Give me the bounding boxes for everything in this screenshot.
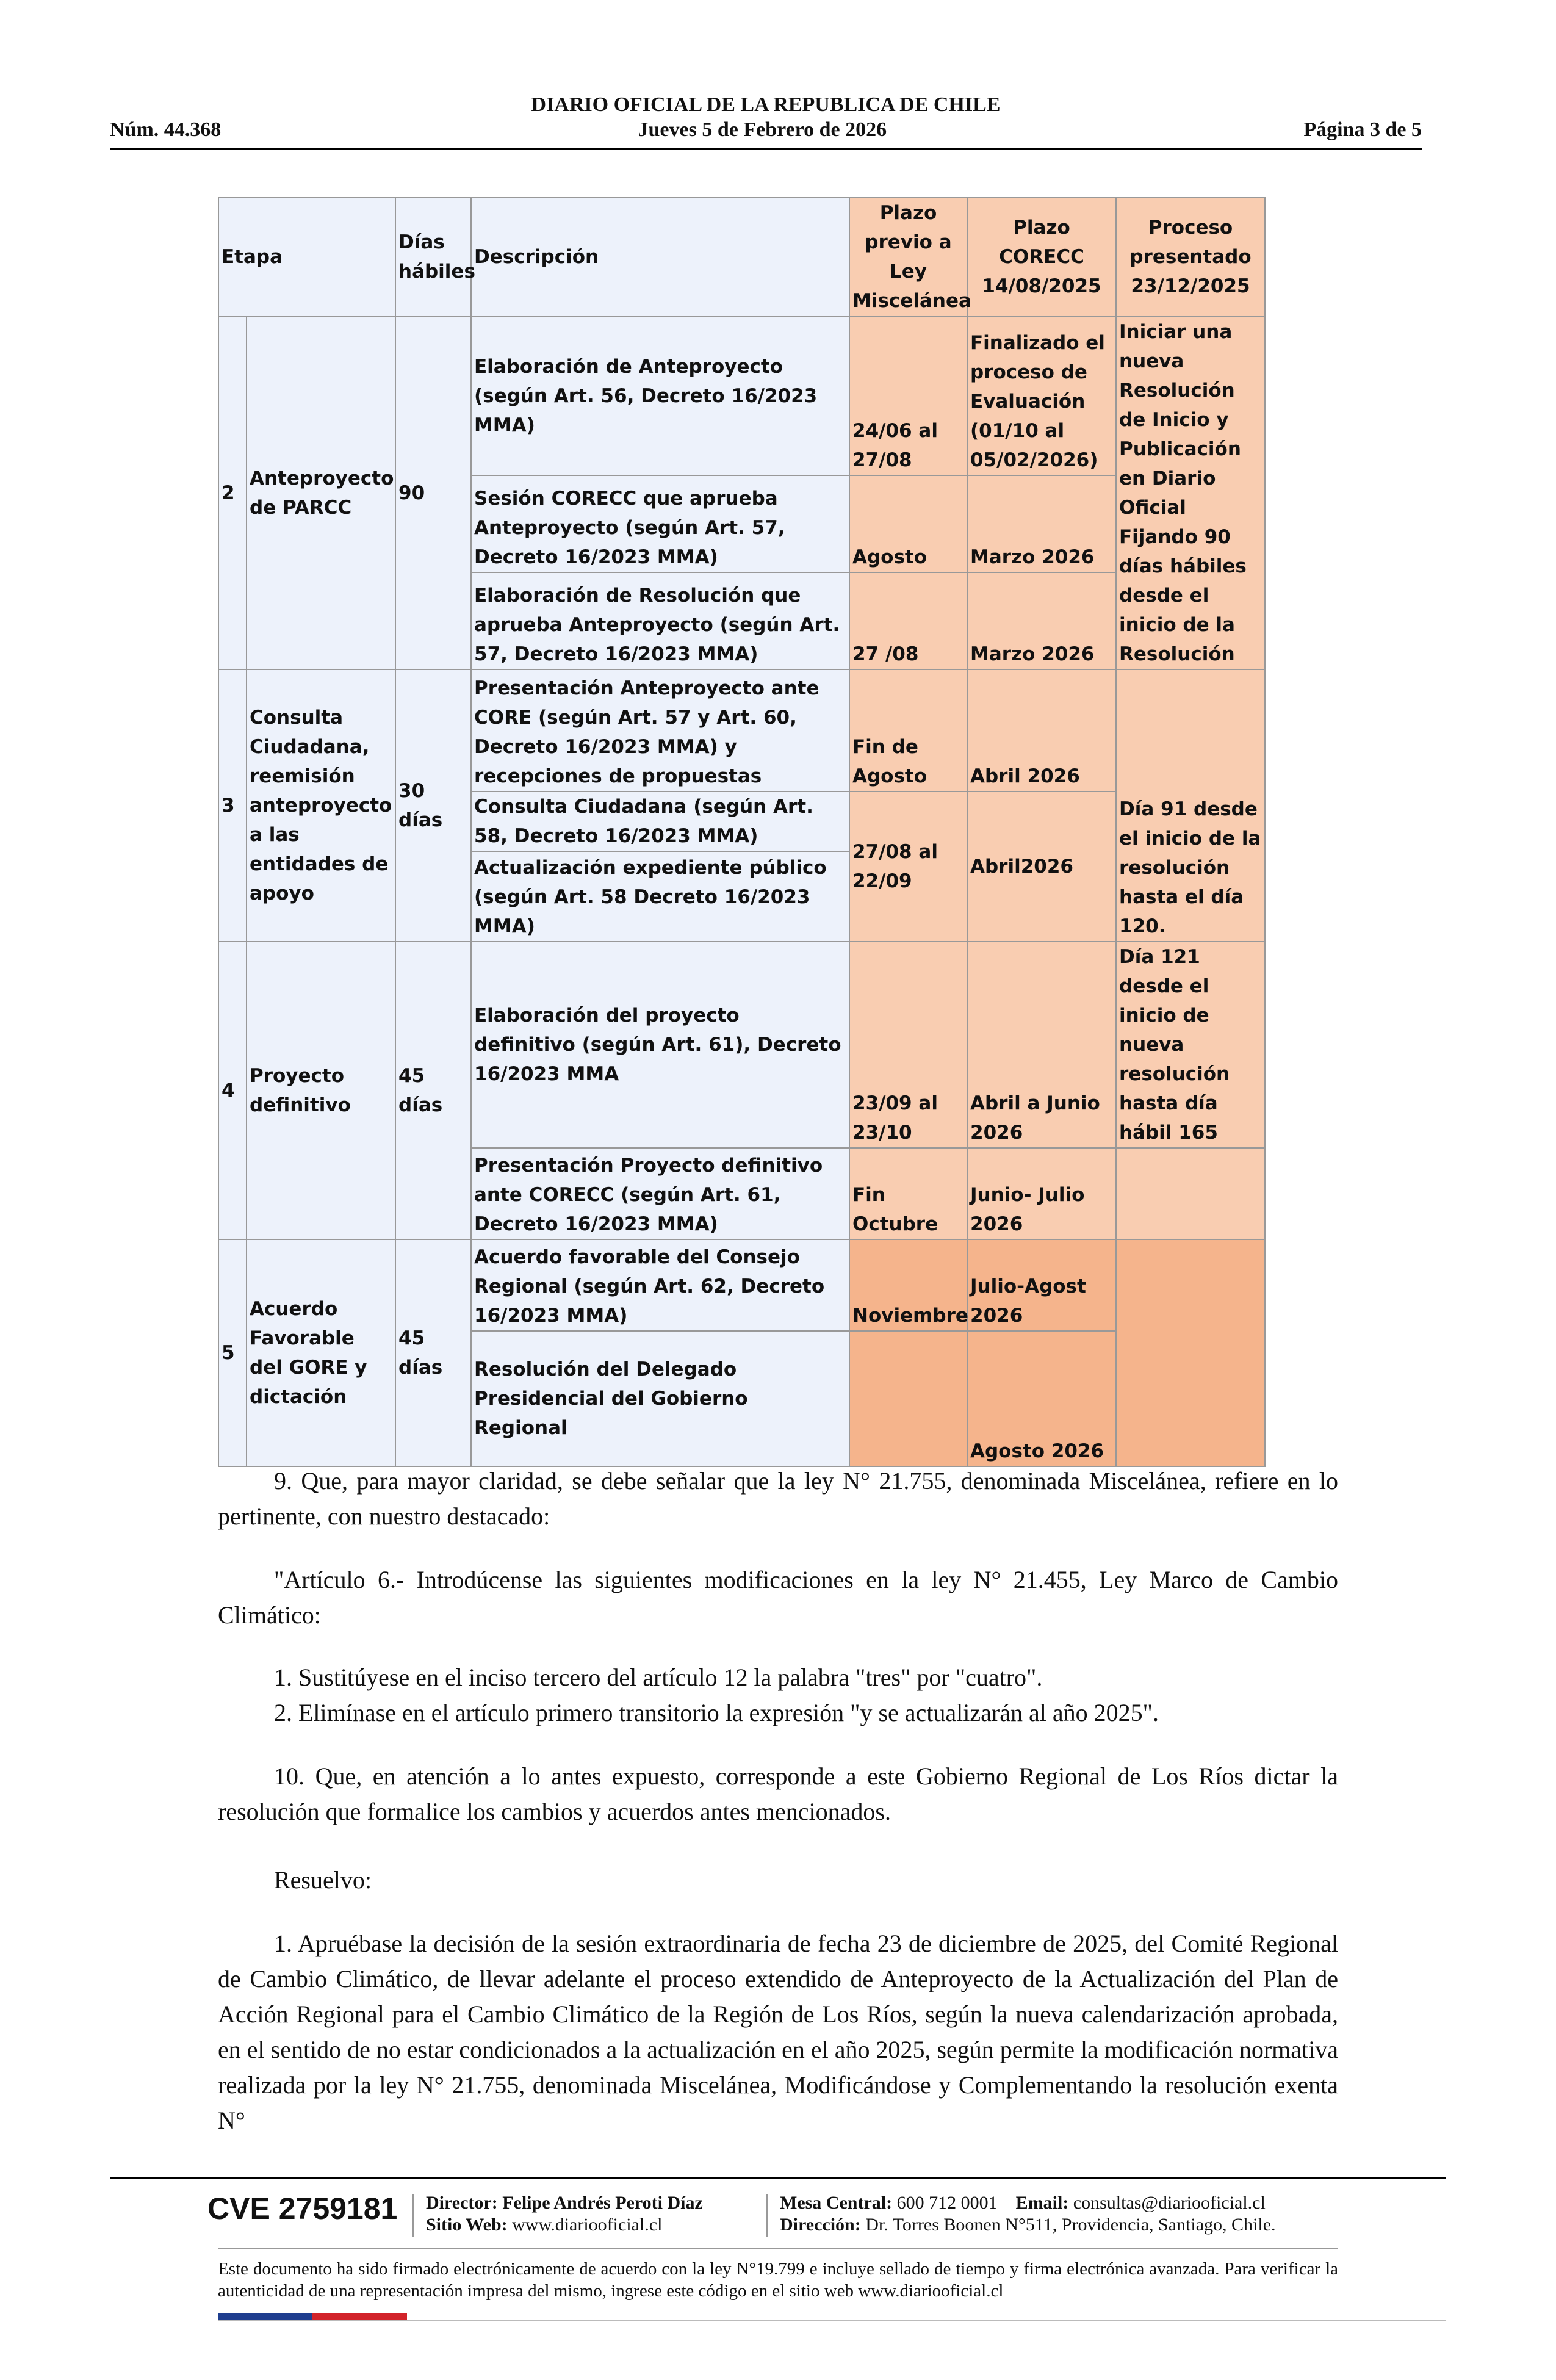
web-link[interactable]: www.diariooficial.cl	[512, 2215, 663, 2235]
header-descripcion: Descripción	[471, 197, 849, 317]
list-item: 1. Sustitúyese en el inciso tercero del artículo 12 la palabra "tres" por "cuatro".	[274, 1664, 1043, 1691]
row-plazo-corecc: Marzo 2026	[967, 572, 1116, 669]
stage-days: 30 días	[395, 669, 471, 942]
row-description: Acuerdo favorable del Consejo Regional (según Art. 62, Decreto 16/2023 MMA)	[471, 1239, 849, 1331]
stage-days: 90	[395, 317, 471, 669]
stage-number: 5	[218, 1239, 247, 1466]
header-etapa: Etapa	[218, 197, 395, 317]
row-plazo-previo-empty	[849, 1331, 967, 1466]
row-plazo-corecc: Junio- Julio 2026	[967, 1148, 1116, 1239]
resuelvo-heading: Resuelvo:	[274, 1866, 372, 1894]
director-label: Director:	[426, 2193, 498, 2213]
mesa-phone: 600 712 0001	[896, 2193, 998, 2213]
cve-code: CVE 2759181	[207, 2191, 398, 2226]
row-plazo-corecc: Abril2026	[967, 792, 1116, 942]
header-meta-row	[110, 117, 1422, 143]
row-description: Elaboración de Anteproyecto (según Art. 56, Decreto 16/2023 MMA)	[471, 317, 849, 475]
row-description: Presentación Proyecto definitivo ante CORECC (según Art. 61, Decreto 16/2023 MMA)	[471, 1148, 849, 1239]
row-proceso-empty	[1116, 1239, 1265, 1466]
row-proceso: Día 121 desde el inicio de nueva resolución hasta día hábil 165	[1116, 942, 1265, 1148]
header-divider	[110, 148, 1422, 150]
paragraph-10: 10. Que, en atención a lo antes expuesto, corresponde a este Gobierno Regional de Los Ríos dictar la resolución que formalice los cambios y acuerdos antes mencionados.	[218, 1762, 1338, 1825]
stage-name: Anteproyecto de PARCC	[247, 317, 395, 669]
paragraph-9: 9. Que, para mayor claridad, se debe señalar que la ley N° 21.755, denominada Miscelánea, refiere en lo pertinente, con nuestro destacado:	[218, 1467, 1338, 1530]
page-number: Página 3 de 5	[1303, 118, 1422, 141]
row-plazo-previo: Fin Octubre	[849, 1148, 967, 1239]
header-proceso: Proceso presentado 23/12/2025	[1116, 197, 1265, 317]
table-row	[218, 942, 1265, 1148]
row-plazo-corecc: Abril a Junio 2026	[967, 942, 1116, 1148]
web-label: Sitio Web:	[426, 2215, 508, 2235]
paragraph-quote: "Artículo 6.- Introdúcense las siguientes modificaciones en la ley N° 21.455, Ley Marco de Cambio Climático:	[218, 1566, 1338, 1629]
mesa-label: Mesa Central:	[780, 2193, 893, 2213]
row-description: Resolución del Delegado Presidencial del Gobierno Regional	[471, 1331, 849, 1466]
row-proceso-empty	[1116, 1148, 1265, 1239]
table-header-row	[218, 197, 1265, 317]
legal-notice: Este documento ha sido firmado electrónicamente de acuerdo con la ley N°19.799 e incluye sellado de tiempo y firma electrónica avanzada. Para verificar la autenticidad de una representación impresa del mismo, ingrese este código en el sitio web www.diariooficial.cl	[218, 2259, 1338, 2301]
row-plazo-previo: Noviembre	[849, 1239, 967, 1331]
stage-number: 3	[218, 669, 247, 942]
header-plazo-previo: Plazo previo a Ley Miscelánea	[849, 197, 967, 317]
stage-number: 4	[218, 942, 247, 1239]
row-proceso: Día 91 desde el inicio de la resolución hasta el día 120.	[1116, 669, 1265, 942]
table-row	[218, 1239, 1265, 1331]
row-plazo-previo: 24/06 al 27/08	[849, 317, 967, 475]
row-description: Elaboración del proyecto definitivo (según Art. 61), Decreto 16/2023 MMA	[471, 942, 849, 1148]
footer-director-block	[426, 2192, 703, 2236]
footer-divider	[218, 2320, 1446, 2321]
row-description: Elaboración de Resolución que aprueba Anteproyecto (según Art. 57, Decreto 16/2023 MMA)	[471, 572, 849, 669]
director-name: Felipe Andrés Peroti Díaz	[502, 2193, 703, 2213]
stage-days: 45 días	[395, 942, 471, 1239]
stage-name: Consulta Ciudadana, reemisión anteproyecto a las entidades de apoyo	[247, 669, 395, 942]
row-plazo-previo: Fin de Agosto	[849, 669, 967, 792]
stage-name: Acuerdo Favorable del GORE y dictación	[247, 1239, 395, 1466]
issue-date: Jueves 5 de Febrero de 2026	[638, 118, 887, 141]
row-description: Sesión CORECC que aprueba Anteproyecto (según Art. 57, Decreto 16/2023 MMA)	[471, 475, 849, 572]
stage-name: Proyecto definitivo	[247, 942, 395, 1239]
direccion-label: Dirección:	[780, 2215, 861, 2235]
header-dias: Días hábiles	[395, 197, 471, 317]
row-plazo-corecc: Agosto 2026	[967, 1331, 1116, 1466]
table-row	[218, 669, 1265, 792]
footer-divider	[110, 2177, 1446, 2179]
row-plazo-previo: 23/09 al 23/10	[849, 942, 967, 1148]
footer-separator	[412, 2194, 414, 2237]
email-label: Email:	[1015, 2193, 1069, 2213]
stage-days: 45 días	[395, 1239, 471, 1466]
list-item: 2. Elimínase en el artículo primero transitorio la expresión "y se actualizarán al año 2025".	[274, 1699, 1159, 1726]
newspaper-title: DIARIO OFICIAL DE LA REPUBLICA DE CHILE	[531, 93, 1001, 116]
row-proceso: Iniciar una nueva Resolución de Inicio y Publicación en Diario Oficial Fijando 90 días hábiles desde el inicio de la Resolución	[1116, 317, 1265, 669]
header-plazo-corecc: Plazo CORECC 14/08/2025	[967, 197, 1116, 317]
resolution-item-1: 1. Apruébase la decisión de la sesión extraordinaria de fecha 23 de diciembre de 2025, del Comité Regional de Cambio Climático, de llevar adelante el proceso extendido de Anteproyecto de la Actualización del Plan de Acción Regional para el Cambio Climático de la Región de Los Ríos, según la nueva calendarización aprobada, en el sentido de no estar condicionados a la actualización en el año 2025, según permite la modificación normativa realizada por la ley N° 21.755, denominada Miscelánea, Modificándose y Complementando la resolución exenta N°	[218, 1930, 1339, 2134]
schedule-table	[218, 197, 1266, 1467]
footer-separator	[766, 2194, 768, 2237]
row-description: Presentación Anteproyecto ante CORE (según Art. 57 y Art. 60, Decreto 16/2023 MMA) y recepciones de propuestas	[471, 669, 849, 792]
footer-contact-block	[780, 2192, 1276, 2236]
row-description: Actualización expediente público (según Art. 58 Decreto 16/2023 MMA)	[471, 851, 849, 942]
row-description: Consulta Ciudadana (según Art. 58, Decreto 16/2023 MMA)	[471, 792, 849, 851]
row-plazo-previo: Agosto	[849, 475, 967, 572]
table-row	[218, 317, 1265, 475]
direccion-value: Dr. Torres Boonen N°511, Providencia, Santiago, Chile.	[865, 2215, 1276, 2235]
stage-number: 2	[218, 317, 247, 669]
footer-divider	[218, 2248, 1338, 2249]
row-plazo-previo: 27 /08	[849, 572, 967, 669]
row-plazo-corecc: Abril 2026	[967, 669, 1116, 792]
page-header	[110, 93, 1422, 150]
row-plazo-corecc: Julio-Agost 2026	[967, 1239, 1116, 1331]
issue-number: Núm. 44.368	[110, 118, 222, 141]
row-plazo-previo: 27/08 al 22/09	[849, 792, 967, 942]
row-plazo-corecc: Finalizado el proceso de Evaluación (01/10 al 05/02/2026)	[967, 317, 1116, 475]
email-link[interactable]: consultas@diariooficial.cl	[1073, 2193, 1266, 2213]
row-plazo-corecc: Marzo 2026	[967, 475, 1116, 572]
